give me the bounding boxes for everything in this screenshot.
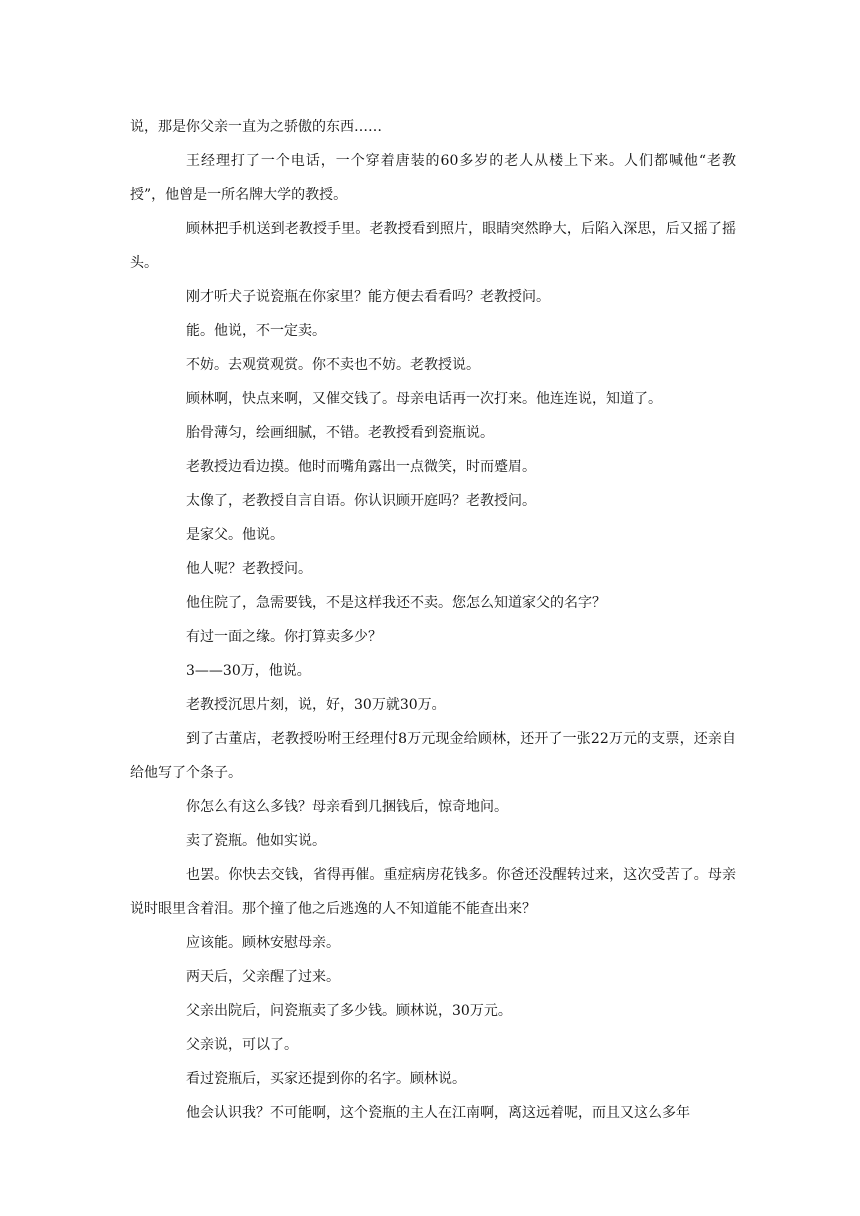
paragraph-7: 顾林啊，快点来啊，又催交钱了。母亲电话再一次打来。他连连说，知道了。 xyxy=(186,391,662,407)
paragraph-17: 到了古董店，老教授吩咐王经理付8万元现金给顾林，还开了一张22万元的支票，还亲自给他写了个条子。 xyxy=(130,731,736,781)
paragraph-5: 能。他说，不一定卖。 xyxy=(186,323,326,339)
paragraph-21: 应该能。顾林安慰母亲。 xyxy=(186,935,340,951)
paragraph-1: 说，那是你父亲一直为之骄傲的东西…… xyxy=(130,119,382,135)
paragraph-16: 老教授沉思片刻，说，好，30万就30万。 xyxy=(186,697,446,713)
paragraph-26: 他会认识我？不可能啊，这个瓷瓶的主人在江南啊，离这远着呢，而且又这么多年 xyxy=(186,1105,690,1121)
paragraph-13: 他住院了，急需要钱，不是这样我还不卖。您怎么知道家父的名字？ xyxy=(186,595,606,611)
paragraph-22: 两天后，父亲醒了过来。 xyxy=(186,969,340,985)
paragraph-24: 父亲说，可以了。 xyxy=(186,1037,298,1053)
paragraph-3: 顾林把手机送到老教授手里。老教授看到照片，眼睛突然睁大，后陷入深思，后又摇了摇头。 xyxy=(130,221,736,271)
paragraph-14: 有过一面之缘。你打算卖多少？ xyxy=(186,629,382,645)
paragraph-18: 你怎么有这么多钱？母亲看到几捆钱后，惊奇地问。 xyxy=(186,799,508,815)
paragraph-2: 王经理打了一个电话，一个穿着唐装的60多岁的老人从楼上下来。人们都喊他“老教授”，他曾是一所名牌大学的教授。 xyxy=(130,153,736,203)
paragraph-25: 看过瓷瓶后，买家还提到你的名字。顾林说。 xyxy=(186,1071,466,1087)
paragraph-11: 是家父。他说。 xyxy=(186,527,284,543)
paragraph-23: 父亲出院后，问瓷瓶卖了多少钱。顾林说，30万元。 xyxy=(186,1003,512,1019)
paragraph-12: 他人呢？老教授问。 xyxy=(186,561,312,577)
paragraph-9: 老教授边看边摸。他时而嘴角露出一点微笑，时而蹙眉。 xyxy=(186,459,536,475)
paragraph-19: 卖了瓷瓶。他如实说。 xyxy=(186,833,326,849)
paragraph-10: 太像了，老教授自言自语。你认识顾开庭吗？老教授问。 xyxy=(186,493,536,509)
paragraph-20: 也罢。你快去交钱，省得再催。重症病房花钱多。你爸还没醒转过来，这次受苦了。母亲说时眼里含着泪。那个撞了他之后逃逸的人不知道能不能查出来？ xyxy=(130,867,736,917)
paragraph-8: 胎骨薄匀，绘画细腻，不错。老教授看到瓷瓶说。 xyxy=(186,425,494,441)
paragraph-6: 不妨。去观赏观赏。你不卖也不妨。老教授说。 xyxy=(186,357,480,373)
document-body xyxy=(130,110,736,1130)
paragraph-15: 3——30万，他说。 xyxy=(186,663,311,679)
paragraph-4: 刚才听犬子说瓷瓶在你家里？能方便去看看吗？老教授问。 xyxy=(186,289,550,305)
